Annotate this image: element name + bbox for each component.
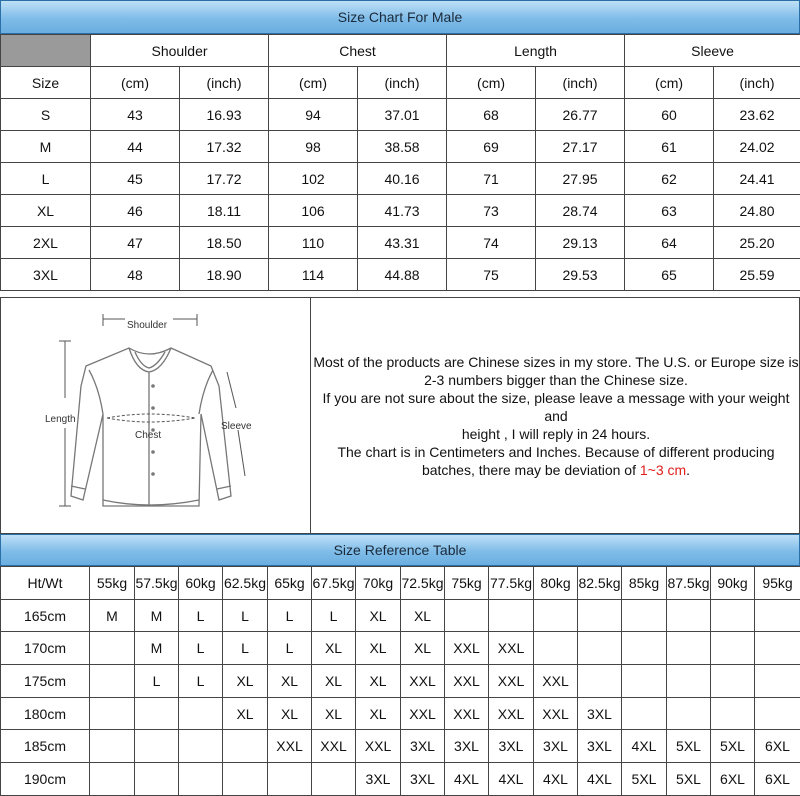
- size-recommendation-cell: XXL: [401, 697, 445, 730]
- measurement-cell: 62: [625, 163, 714, 195]
- measurement-cell: 74: [447, 227, 536, 259]
- size-recommendation-cell: L: [223, 599, 268, 632]
- unit-header: (inch): [358, 67, 447, 99]
- measurement-cell: 18.90: [180, 259, 269, 291]
- weight-header: 80kg: [534, 567, 578, 600]
- size-recommendation-cell: 3XL: [401, 763, 445, 796]
- weight-header: 62.5kg: [223, 567, 268, 600]
- size-chart-title: Size Chart For Male: [0, 0, 800, 34]
- size-recommendation-cell: [179, 730, 223, 763]
- header-chest: Chest: [269, 35, 447, 67]
- size-cell: L: [1, 163, 91, 195]
- measurement-cell: 73: [447, 195, 536, 227]
- size-recommendation-cell: 3XL: [489, 730, 534, 763]
- size-recommendation-cell: 4XL: [445, 763, 489, 796]
- size-recommendation-cell: XL: [268, 697, 312, 730]
- size-recommendation-cell: [268, 763, 312, 796]
- table-row: [1, 730, 800, 763]
- size-recommendation-cell: XXL: [489, 697, 534, 730]
- size-recommendation-cell: XXL: [312, 730, 356, 763]
- size-recommendation-cell: [755, 599, 800, 632]
- weight-header: 65kg: [268, 567, 312, 600]
- size-recommendation-cell: [179, 763, 223, 796]
- measurement-cell: 68: [447, 99, 536, 131]
- unit-header: (cm): [625, 67, 714, 99]
- size-recommendation-cell: [622, 697, 667, 730]
- measurement-cell: 41.73: [358, 195, 447, 227]
- size-recommendation-cell: [489, 599, 534, 632]
- size-recommendation-cell: [755, 697, 800, 730]
- weight-header: 57.5kg: [135, 567, 179, 600]
- size-recommendation-cell: 4XL: [622, 730, 667, 763]
- size-recommendation-cell: [534, 599, 578, 632]
- size-measurement-table: [0, 34, 800, 291]
- table-row: [1, 195, 800, 227]
- size-recommendation-cell: 3XL: [356, 763, 401, 796]
- size-recommendation-cell: L: [179, 599, 223, 632]
- corner-cell: [1, 35, 91, 67]
- size-recommendation-cell: 5XL: [667, 763, 711, 796]
- size-recommendation-cell: M: [90, 599, 135, 632]
- note-text: batches, there may be deviation of: [421, 461, 640, 478]
- measurement-cell: 23.62: [714, 99, 800, 131]
- header-shoulder: Shoulder: [91, 35, 269, 67]
- note-line: The chart is in Centimeters and Inches. Because of different producing: [337, 443, 775, 460]
- shirt-measurement-diagram: [31, 306, 291, 528]
- size-recommendation-cell: XXL: [268, 730, 312, 763]
- size-recommendation-cell: [711, 665, 755, 698]
- measurement-cell: 25.59: [714, 259, 800, 291]
- size-recommendation-cell: [667, 632, 711, 665]
- measurement-cell: 46: [91, 195, 180, 227]
- weight-header: 75kg: [445, 567, 489, 600]
- size-recommendation-cell: [223, 730, 268, 763]
- unit-header: (cm): [91, 67, 180, 99]
- weight-header: 70kg: [356, 567, 401, 600]
- size-recommendation-cell: [223, 763, 268, 796]
- weight-header: 82.5kg: [578, 567, 622, 600]
- height-cell: 175cm: [1, 665, 90, 698]
- size-recommendation-cell: 5XL: [711, 730, 755, 763]
- size-recommendation-cell: [622, 599, 667, 632]
- size-recommendation-cell: XXL: [534, 697, 578, 730]
- size-recommendation-cell: 3XL: [445, 730, 489, 763]
- measurement-cell: 98: [269, 131, 358, 163]
- measurement-cell: 69: [447, 131, 536, 163]
- size-recommendation-cell: L: [312, 599, 356, 632]
- size-recommendation-cell: [135, 697, 179, 730]
- size-recommendation-cell: [622, 632, 667, 665]
- size-recommendation-cell: [135, 730, 179, 763]
- size-recommendation-cell: [534, 632, 578, 665]
- size-recommendation-cell: XL: [356, 665, 401, 698]
- measurement-cell: 40.16: [358, 163, 447, 195]
- measurement-cell: 17.32: [180, 131, 269, 163]
- height-cell: 180cm: [1, 697, 90, 730]
- measurement-cell: 114: [269, 259, 358, 291]
- size-recommendation-cell: XXL: [534, 665, 578, 698]
- size-recommendation-cell: [711, 632, 755, 665]
- size-recommendation-cell: 3XL: [578, 730, 622, 763]
- size-recommendation-cell: 6XL: [755, 763, 800, 796]
- size-recommendation-cell: [578, 632, 622, 665]
- measurement-cell: 106: [269, 195, 358, 227]
- chest-label: Chest: [135, 430, 162, 441]
- table-row: [1, 99, 800, 131]
- header-sleeve: Sleeve: [625, 35, 800, 67]
- size-recommendation-cell: [90, 730, 135, 763]
- measurement-cell: 44.88: [358, 259, 447, 291]
- table-row: [1, 163, 800, 195]
- size-recommendation-cell: [667, 599, 711, 632]
- size-cell: 3XL: [1, 259, 91, 291]
- size-recommendation-cell: [135, 763, 179, 796]
- unit-header: (cm): [269, 67, 358, 99]
- weight-header: 60kg: [179, 567, 223, 600]
- unit-header: (inch): [180, 67, 269, 99]
- size-recommendation-cell: XXL: [489, 665, 534, 698]
- measurement-cell: 71: [447, 163, 536, 195]
- size-recommendation-cell: L: [268, 632, 312, 665]
- reference-table-title: Size Reference Table: [0, 534, 800, 566]
- size-recommendation-cell: [622, 665, 667, 698]
- size-recommendation-cell: XL: [223, 665, 268, 698]
- measurement-cell: 65: [625, 259, 714, 291]
- size-recommendation-cell: XL: [223, 697, 268, 730]
- size-recommendation-cell: [90, 697, 135, 730]
- note-line: Most of the products are Chinese sizes in my store. The U.S. or Europe size is: [313, 353, 799, 370]
- measurement-cell: 16.93: [180, 99, 269, 131]
- measurement-cell: 102: [269, 163, 358, 195]
- size-recommendation-cell: [90, 632, 135, 665]
- measurement-cell: 44: [91, 131, 180, 163]
- length-label: Length: [45, 414, 76, 425]
- size-recommendation-cell: [667, 697, 711, 730]
- size-reference-table: [0, 566, 800, 796]
- size-recommendation-cell: M: [135, 632, 179, 665]
- measurement-cell: 29.13: [536, 227, 625, 259]
- measurement-cell: 25.20: [714, 227, 800, 259]
- size-recommendation-cell: XL: [401, 599, 445, 632]
- measurement-cell: 48: [91, 259, 180, 291]
- size-recommendation-cell: [578, 599, 622, 632]
- note-line: [313, 461, 799, 479]
- table-row: [1, 131, 800, 163]
- deviation-value: 1~3 cm: [639, 461, 687, 478]
- size-cell: 2XL: [1, 227, 91, 259]
- size-recommendation-cell: 4XL: [489, 763, 534, 796]
- size-recommendation-cell: L: [179, 665, 223, 698]
- measurement-cell: 18.50: [180, 227, 269, 259]
- measurement-cell: 18.11: [180, 195, 269, 227]
- shoulder-label: Shoulder: [127, 320, 168, 331]
- height-cell: 165cm: [1, 599, 90, 632]
- weight-header: 67.5kg: [312, 567, 356, 600]
- weight-header: 77.5kg: [489, 567, 534, 600]
- size-recommendation-cell: XXL: [401, 665, 445, 698]
- size-recommendation-cell: [755, 665, 800, 698]
- size-recommendation-cell: XXL: [356, 730, 401, 763]
- height-weight-corner: Ht/Wt: [1, 567, 90, 600]
- size-recommendation-cell: XL: [268, 665, 312, 698]
- measurement-cell: 64: [625, 227, 714, 259]
- table-row: [1, 259, 800, 291]
- size-recommendation-cell: L: [268, 599, 312, 632]
- unit-header-row: [1, 67, 800, 99]
- table-row: [1, 665, 800, 698]
- size-recommendation-cell: L: [179, 632, 223, 665]
- sleeve-label: Sleeve: [221, 421, 252, 432]
- measurement-cell: 29.53: [536, 259, 625, 291]
- weight-header: 87.5kg: [667, 567, 711, 600]
- size-recommendation-cell: [711, 599, 755, 632]
- measurement-cell: 17.72: [180, 163, 269, 195]
- unit-header: (inch): [536, 67, 625, 99]
- note-line: 2-3 numbers bigger than the Chinese size.: [424, 371, 688, 388]
- size-recommendation-cell: M: [135, 599, 179, 632]
- measurement-cell: 43: [91, 99, 180, 131]
- measurement-cell: 63: [625, 195, 714, 227]
- measurement-cell: 47: [91, 227, 180, 259]
- measurement-cell: 37.01: [358, 99, 447, 131]
- size-recommendation-cell: [578, 665, 622, 698]
- size-cell: S: [1, 99, 91, 131]
- measurement-cell: 24.80: [714, 195, 800, 227]
- unit-header: (cm): [447, 67, 536, 99]
- measurement-cell: 60: [625, 99, 714, 131]
- size-recommendation-cell: [755, 632, 800, 665]
- measurement-cell: 27.95: [536, 163, 625, 195]
- size-recommendation-cell: [667, 665, 711, 698]
- size-recommendation-cell: XL: [312, 632, 356, 665]
- measurement-cell: 45: [91, 163, 180, 195]
- table-row: [1, 763, 800, 796]
- size-recommendation-cell: XL: [312, 697, 356, 730]
- section-divider: [310, 298, 311, 533]
- weight-header: 72.5kg: [401, 567, 445, 600]
- measurement-cell: 24.41: [714, 163, 800, 195]
- weight-header: 95kg: [755, 567, 800, 600]
- size-recommendation-cell: 6XL: [755, 730, 800, 763]
- table-row: [1, 632, 800, 665]
- size-recommendation-cell: 3XL: [578, 697, 622, 730]
- measurement-cell: 43.31: [358, 227, 447, 259]
- table-row: [1, 227, 800, 259]
- unit-header: (inch): [714, 67, 800, 99]
- size-recommendation-cell: 3XL: [534, 730, 578, 763]
- group-header-row: [1, 35, 800, 67]
- size-recommendation-cell: [90, 665, 135, 698]
- size-recommendation-cell: XL: [312, 665, 356, 698]
- size-recommendation-cell: [445, 599, 489, 632]
- size-recommendation-cell: 4XL: [578, 763, 622, 796]
- measurement-cell: 38.58: [358, 131, 447, 163]
- measurement-cell: 26.77: [536, 99, 625, 131]
- size-cell: XL: [1, 195, 91, 227]
- measurement-cell: 28.74: [536, 195, 625, 227]
- size-recommendation-cell: 6XL: [711, 763, 755, 796]
- table-row: [1, 697, 800, 730]
- note-text: .: [686, 461, 691, 478]
- size-recommendation-cell: XL: [356, 697, 401, 730]
- weight-header: 90kg: [711, 567, 755, 600]
- size-cell: M: [1, 131, 91, 163]
- size-recommendation-cell: [179, 697, 223, 730]
- size-recommendation-cell: XXL: [489, 632, 534, 665]
- measurement-cell: 61: [625, 131, 714, 163]
- size-recommendation-cell: 5XL: [622, 763, 667, 796]
- size-recommendation-cell: XXL: [445, 697, 489, 730]
- size-recommendation-cell: XL: [356, 599, 401, 632]
- size-notes: [313, 298, 799, 533]
- note-line: height , I will reply in 24 hours.: [461, 425, 651, 442]
- note-line: If you are not sure about the size, please leave a message with your weight and: [322, 389, 790, 424]
- size-label: Size: [1, 67, 91, 99]
- size-recommendation-cell: XXL: [445, 632, 489, 665]
- height-cell: 190cm: [1, 763, 90, 796]
- height-cell: 185cm: [1, 730, 90, 763]
- measurement-cell: 24.02: [714, 131, 800, 163]
- size-recommendation-cell: 4XL: [534, 763, 578, 796]
- size-recommendation-cell: XL: [401, 632, 445, 665]
- size-recommendation-cell: XXL: [445, 665, 489, 698]
- weight-header: 55kg: [90, 567, 135, 600]
- size-recommendation-cell: [312, 763, 356, 796]
- measurement-cell: 94: [269, 99, 358, 131]
- size-recommendation-cell: L: [223, 632, 268, 665]
- size-recommendation-cell: XL: [356, 632, 401, 665]
- weight-header-row: [1, 567, 800, 600]
- size-recommendation-cell: L: [135, 665, 179, 698]
- header-length: Length: [447, 35, 625, 67]
- size-recommendation-cell: 3XL: [401, 730, 445, 763]
- size-recommendation-cell: [711, 697, 755, 730]
- table-row: [1, 599, 800, 632]
- height-cell: 170cm: [1, 632, 90, 665]
- measurement-cell: 27.17: [536, 131, 625, 163]
- size-recommendation-cell: 5XL: [667, 730, 711, 763]
- size-recommendation-cell: [90, 763, 135, 796]
- weight-header: 85kg: [622, 567, 667, 600]
- measurement-guide-section: [0, 297, 800, 534]
- measurement-cell: 75: [447, 259, 536, 291]
- measurement-cell: 110: [269, 227, 358, 259]
